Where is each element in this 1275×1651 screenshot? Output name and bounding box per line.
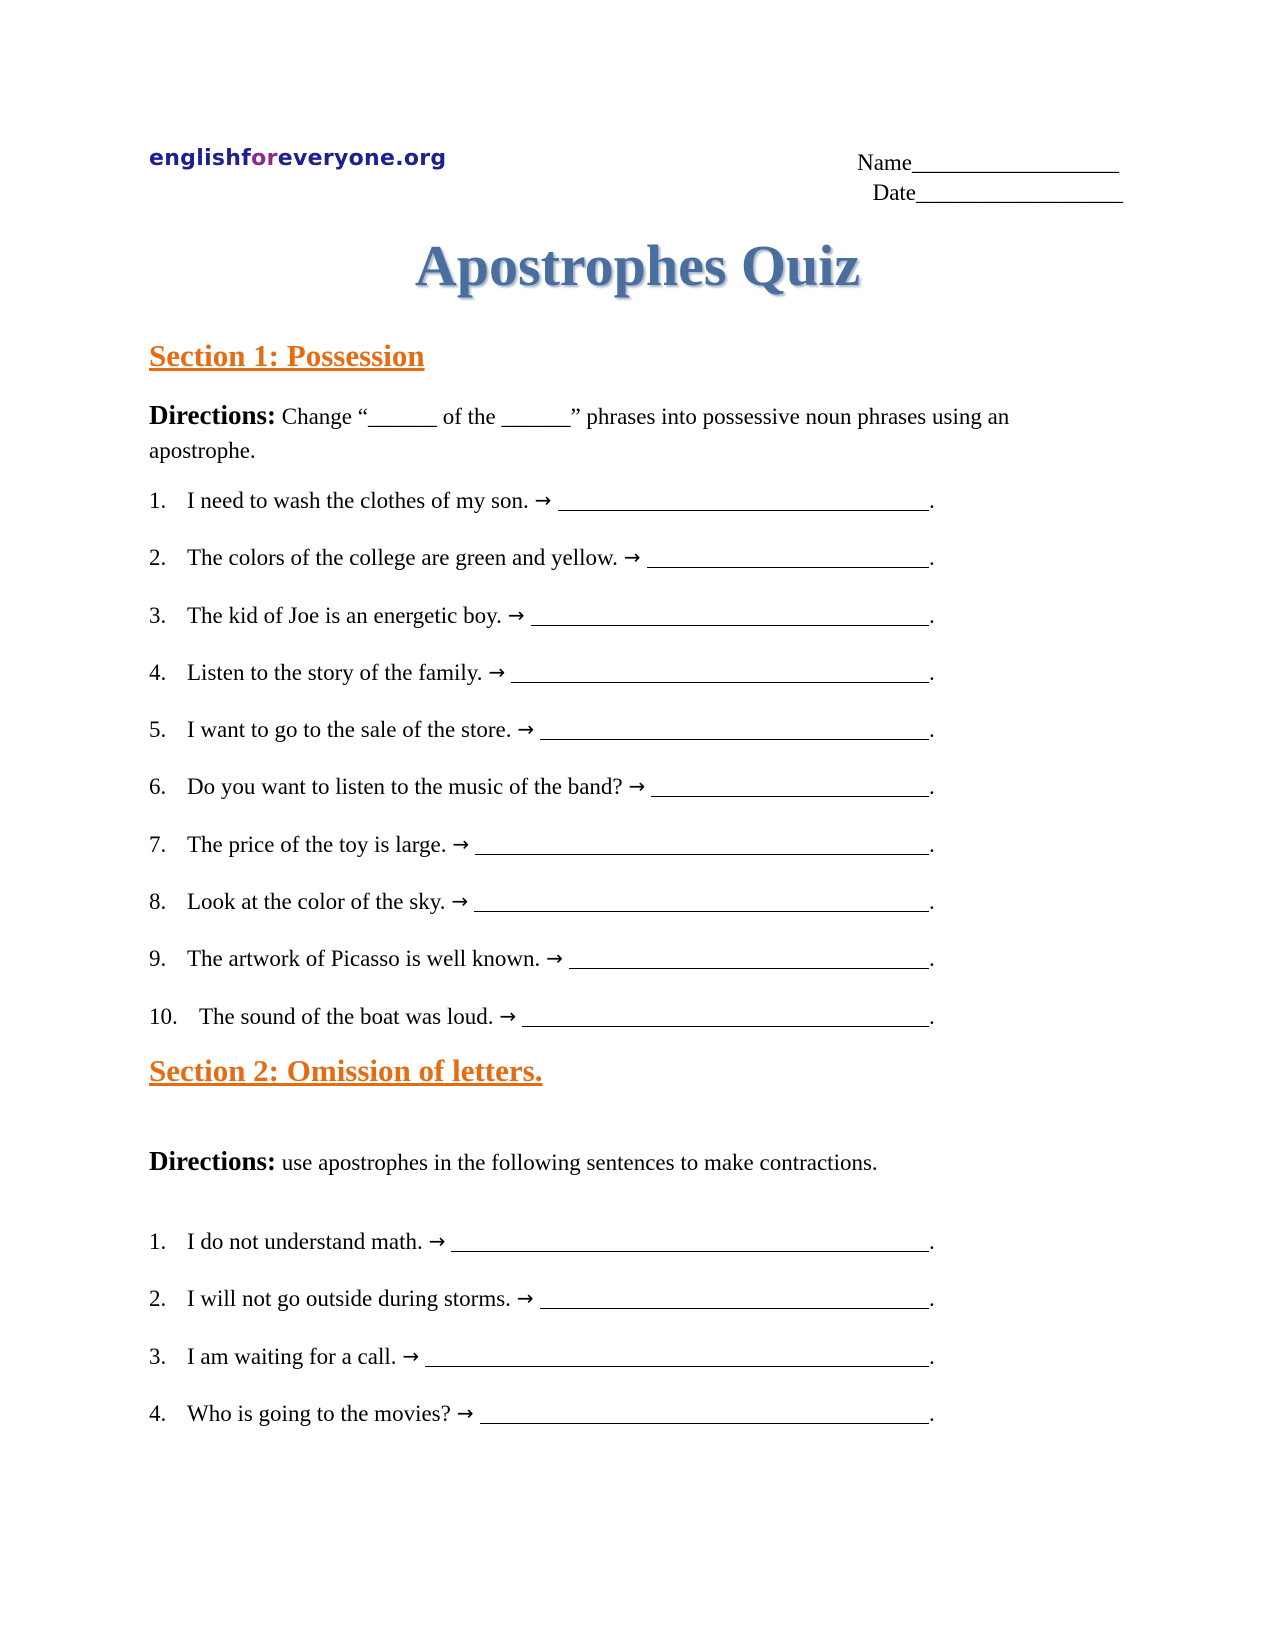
arrow-icon: →	[451, 889, 469, 914]
name-date-block	[857, 148, 1123, 208]
arrow-icon: →	[534, 488, 552, 512]
question-number: 2.	[149, 1286, 167, 1312]
arrow-icon: →	[628, 774, 646, 799]
question-text: Listen to the story of the family.	[187, 659, 483, 685]
answer-blank[interactable]	[511, 660, 929, 683]
end-period: .	[929, 602, 935, 628]
question-item	[149, 1344, 1149, 1401]
question-item	[149, 774, 1149, 831]
section1-heading: Section 1: Possession	[149, 338, 425, 373]
arrow-icon: →	[499, 1003, 517, 1028]
question-number: 7.	[149, 831, 167, 857]
section1-directions-text: Change “______ of the ______” phrases into possessive noun phrases using an apostrophe.	[149, 404, 1010, 463]
answer-blank[interactable]	[451, 1229, 929, 1252]
section2-directions	[149, 1144, 1099, 1180]
end-period: .	[929, 717, 935, 743]
answer-blank[interactable]	[522, 1004, 929, 1027]
question-item	[149, 889, 1149, 946]
answer-blank[interactable]	[651, 774, 929, 797]
section2-question-list	[149, 1229, 1149, 1458]
question-text: Look at the color of the sky.	[187, 889, 446, 915]
logo-text-everyone: everyone.org	[277, 146, 447, 171]
site-logo	[149, 146, 446, 171]
end-period: .	[929, 1400, 935, 1426]
arrow-icon: →	[507, 602, 525, 627]
name-field[interactable]: Name__________________	[857, 150, 1119, 175]
end-period: .	[929, 1003, 935, 1029]
question-item	[149, 660, 1149, 717]
question-number: 4.	[149, 659, 167, 685]
section1-directions-label: Directions:	[149, 400, 276, 430]
question-item	[149, 1401, 1149, 1458]
question-number: 1.	[149, 488, 167, 513]
logo-text-for: or	[251, 146, 278, 171]
arrow-icon: →	[516, 1286, 534, 1311]
answer-blank[interactable]	[531, 603, 929, 626]
answer-blank[interactable]	[540, 1286, 929, 1309]
page-title: Apostrophes Quiz	[414, 233, 861, 298]
question-number: 3.	[149, 602, 167, 628]
question-number: 2.	[149, 545, 167, 571]
question-number: 10.	[149, 1003, 178, 1029]
logo-text-english: englishf	[149, 146, 252, 171]
answer-blank[interactable]	[647, 545, 929, 568]
arrow-icon: →	[488, 659, 506, 684]
question-item	[149, 1229, 1149, 1286]
question-text: The artwork of Picasso is well known.	[187, 946, 541, 972]
question-text: I do not understand math.	[187, 1229, 423, 1254]
arrow-icon: →	[517, 717, 535, 742]
question-text: I need to wash the clothes of my son.	[187, 488, 529, 513]
question-number: 9.	[149, 946, 167, 972]
question-text: I am waiting for a call.	[187, 1343, 397, 1369]
question-number: 1.	[149, 1229, 167, 1254]
question-item	[149, 488, 1149, 545]
question-text: The colors of the college are green and yellow.	[187, 545, 618, 571]
end-period: .	[929, 774, 935, 800]
answer-blank[interactable]	[480, 1401, 929, 1424]
question-number: 4.	[149, 1400, 167, 1426]
date-field[interactable]: Date__________________	[872, 180, 1123, 205]
answer-blank[interactable]	[558, 488, 930, 511]
question-text: The price of the toy is large.	[187, 831, 447, 857]
question-item	[149, 545, 1149, 602]
end-period: .	[929, 1286, 935, 1312]
question-item	[149, 717, 1149, 774]
end-period: .	[929, 659, 935, 685]
question-number: 3.	[149, 1343, 167, 1369]
question-number: 6.	[149, 774, 167, 800]
section2-directions-label: Directions:	[149, 1146, 276, 1176]
question-item	[149, 603, 1149, 660]
question-item	[149, 946, 1149, 1003]
arrow-icon: →	[402, 1343, 420, 1368]
arrow-icon: →	[452, 831, 470, 856]
end-period: .	[929, 1229, 935, 1254]
question-text: The kid of Joe is an energetic boy.	[187, 602, 502, 628]
end-period: .	[929, 831, 935, 857]
question-item	[149, 1286, 1149, 1343]
end-period: .	[929, 488, 935, 513]
question-text: I will not go outside during storms.	[187, 1286, 511, 1312]
arrow-icon: →	[546, 946, 564, 971]
answer-blank[interactable]	[569, 946, 929, 969]
answer-blank[interactable]	[425, 1344, 929, 1367]
question-item	[149, 832, 1149, 889]
section1-directions	[149, 398, 1099, 468]
section1-question-list	[149, 488, 1149, 1061]
answer-blank[interactable]	[475, 832, 929, 855]
end-period: .	[929, 889, 935, 915]
arrow-icon: →	[623, 545, 641, 570]
answer-blank[interactable]	[474, 889, 929, 912]
question-text: The sound of the boat was loud.	[199, 1003, 494, 1029]
section2-directions-text: use apostrophes in the following sentences to make contractions.	[275, 1150, 878, 1175]
arrow-icon: →	[456, 1400, 474, 1425]
question-text: Who is going to the movies?	[187, 1400, 451, 1426]
question-text: Do you want to listen to the music of the band?	[187, 774, 623, 800]
end-period: .	[929, 1343, 935, 1369]
end-period: .	[929, 545, 935, 571]
question-number: 8.	[149, 889, 167, 915]
arrow-icon: →	[428, 1229, 446, 1253]
end-period: .	[929, 946, 935, 972]
answer-blank[interactable]	[540, 717, 929, 740]
question-text: I want to go to the sale of the store.	[187, 717, 512, 743]
question-number: 5.	[149, 717, 167, 743]
section2-heading: Section 2: Omission of letters.	[149, 1053, 543, 1088]
